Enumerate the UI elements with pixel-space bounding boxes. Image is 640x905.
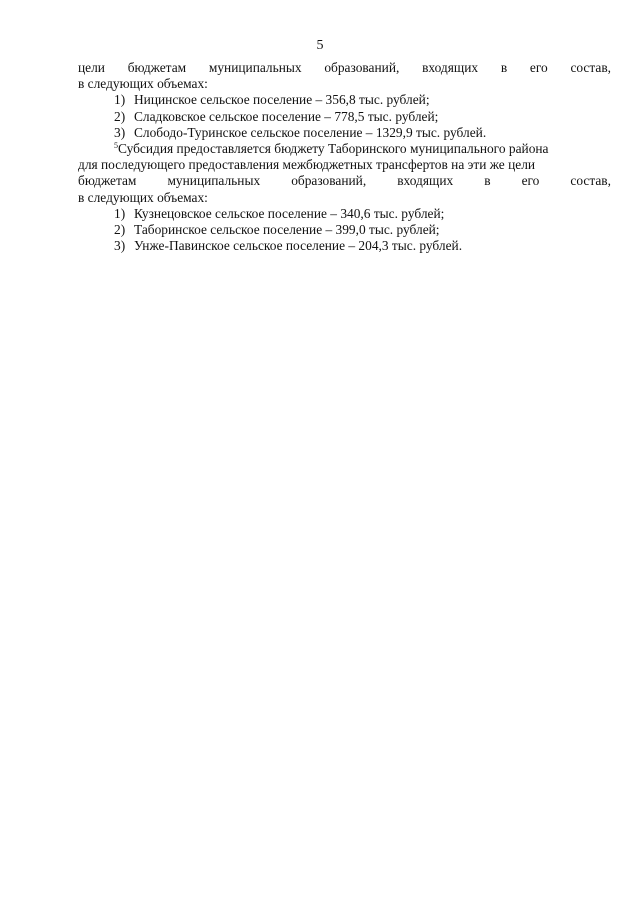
list-item	[78, 238, 611, 254]
word: цели	[78, 60, 105, 75]
list-text: Унже-Павинское сельское поселение – 204,3 тыс. рублей.	[134, 238, 463, 254]
word: в	[500, 60, 508, 75]
paragraph-line	[78, 141, 611, 157]
paragraph-text: Субсидия предоставляется бюджету Таборинского муниципального района	[118, 141, 549, 157]
list-text: Кузнецовское сельское поселение – 340,6 тыс. рублей;	[134, 205, 445, 221]
list-item	[78, 222, 611, 238]
word: состав,	[570, 60, 611, 75]
paragraph-line	[78, 173, 611, 189]
paragraph-line: для последующего предоставления межбюджетных трансфертов на эти же цели	[78, 157, 536, 173]
list-number: 3)	[114, 238, 126, 254]
list-number: 1)	[114, 92, 126, 108]
list-text: Ницинское сельское поселение – 356,8 тыс. рублей;	[134, 92, 430, 108]
word: состав,	[570, 173, 611, 189]
word: муниципальных	[167, 173, 261, 189]
page-number: 5	[316, 38, 324, 53]
list-text: Сладковское сельское поселение – 778,5 тыс. рублей;	[134, 108, 439, 124]
word: образований,	[291, 173, 367, 189]
list-number: 2)	[114, 108, 126, 124]
word: бюджетам	[78, 173, 137, 189]
footnote-mark: 5	[114, 141, 118, 151]
paragraph-line	[78, 60, 611, 76]
paragraph-line: в следующих объемах:	[78, 76, 208, 92]
list-item	[78, 109, 611, 125]
word: образований,	[324, 60, 400, 75]
word: входящих	[422, 60, 479, 75]
list-item	[78, 125, 611, 141]
word: муниципальных	[208, 60, 302, 75]
word: его	[529, 60, 548, 75]
paragraph-line: в следующих объемах:	[78, 189, 208, 205]
list-item	[78, 206, 611, 222]
list-text: Слободо-Туринское сельское поселение – 1329,9 тыс. рублей.	[134, 124, 487, 140]
list-number: 3)	[114, 124, 126, 140]
word: в	[484, 173, 491, 189]
list-number: 1)	[114, 205, 126, 221]
word: его	[521, 173, 540, 189]
list-item	[78, 92, 611, 108]
list-number: 2)	[114, 222, 126, 238]
word: бюджетам	[127, 60, 187, 75]
list-text: Таборинское сельское поселение – 399,0 тыс. рублей;	[134, 222, 440, 238]
document-body	[78, 60, 611, 254]
word: входящих	[397, 173, 454, 189]
